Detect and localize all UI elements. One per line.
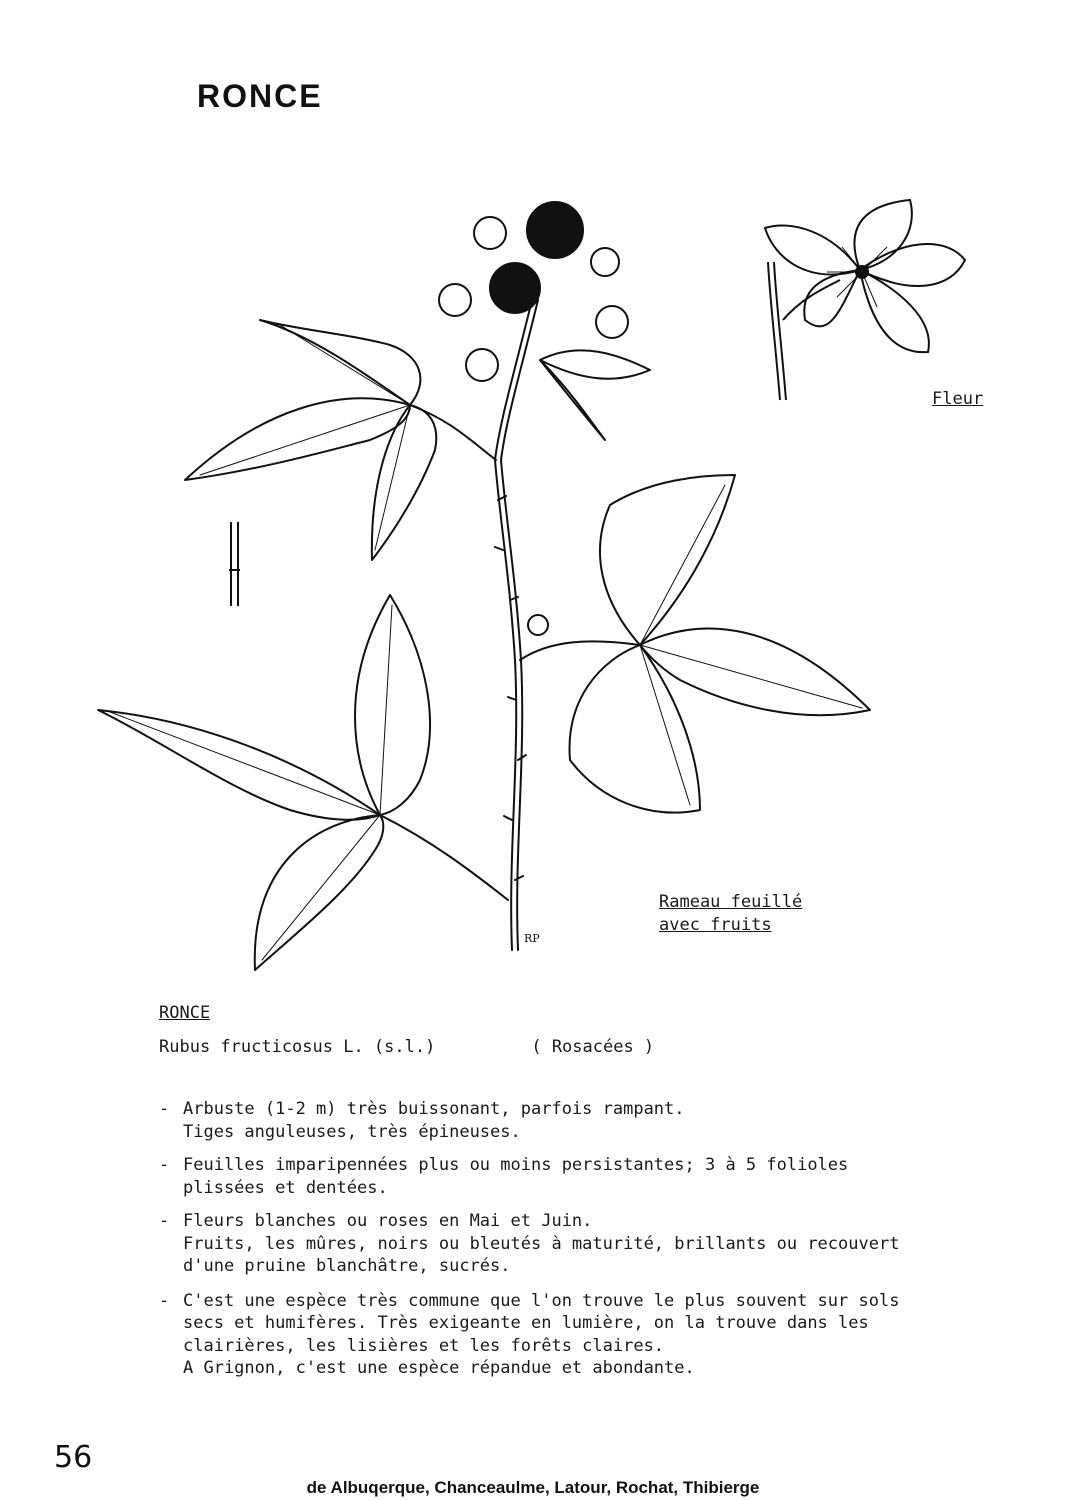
description-line: d'une pruine blanchâtre, sucrés.	[183, 1256, 511, 1276]
leaf-right-3	[570, 645, 700, 813]
authors-footer: de Albuqerque, Chanceaulme, Latour, Rochat, Thibierge	[306, 1478, 760, 1497]
family-name: ( Rosacées )	[531, 1037, 655, 1057]
petiole-right	[520, 641, 640, 660]
petiole-lower-left	[380, 815, 508, 900]
branch-caption-line1: Rameau feuillé	[659, 892, 803, 912]
description-line: Tiges anguleuses, très épineuses.	[183, 1121, 521, 1142]
description-list	[159, 1098, 1019, 1391]
flower-caption: Fleur	[932, 389, 984, 409]
description-line: Arbuste (1-2 m) très buissonant, parfois rampant.	[183, 1099, 685, 1119]
bullet-marker: -	[159, 1211, 170, 1231]
species-header	[159, 1001, 654, 1059]
berries	[439, 202, 628, 635]
leaf-right-1	[600, 475, 735, 645]
branch-caption-line2: avec fruits	[659, 915, 772, 935]
leaf-lower-left-2	[355, 595, 430, 815]
leaf-upper-left-2	[185, 398, 410, 480]
branch-caption	[659, 891, 802, 937]
flower-drawing	[765, 200, 965, 400]
description-line: Fleurs blanches ou roses en Mai et Juin.	[183, 1211, 593, 1231]
bullet-marker: -	[159, 1155, 170, 1175]
leaf-lower-left-3	[255, 815, 384, 970]
description-line: Fruits, les mûres, noirs ou bleutés à maturité, brillants ou recouvert	[183, 1233, 900, 1254]
petiole-upper-left	[410, 405, 496, 460]
description-line: secs et humifères. Très exigeante en lumière, on la trouve dans les	[183, 1313, 869, 1333]
description-line: clairières, les lisières et les forêts claires.	[183, 1335, 665, 1356]
common-name: RONCE	[159, 1003, 211, 1023]
list-item	[159, 1154, 1019, 1199]
scale-bar	[229, 522, 240, 606]
latin-name: Rubus fructicosus L. (s.l.)	[159, 1037, 436, 1057]
description-line: C'est une espèce très commune que l'on trouve le plus souvent sur sols	[183, 1290, 900, 1311]
list-item	[159, 1098, 1019, 1143]
bullet-marker: -	[159, 1290, 170, 1311]
leaf-top-small	[540, 350, 650, 378]
illustrator-signature: RP	[524, 932, 540, 945]
page-title: RONCE	[197, 78, 323, 114]
description-line: Feuilles imparipennées plus ou moins persistantes; 3 à 5 folioles	[183, 1155, 849, 1175]
bullet-marker: -	[159, 1099, 170, 1119]
leaf-lower-left-1	[98, 710, 380, 820]
list-item	[159, 1210, 1019, 1278]
description-line: plissées et dentées.	[183, 1177, 388, 1198]
description-line: A Grignon, c'est une espèce répandue et abondante.	[183, 1358, 695, 1378]
page-number: 56	[54, 1440, 93, 1475]
list-item	[159, 1290, 1019, 1380]
